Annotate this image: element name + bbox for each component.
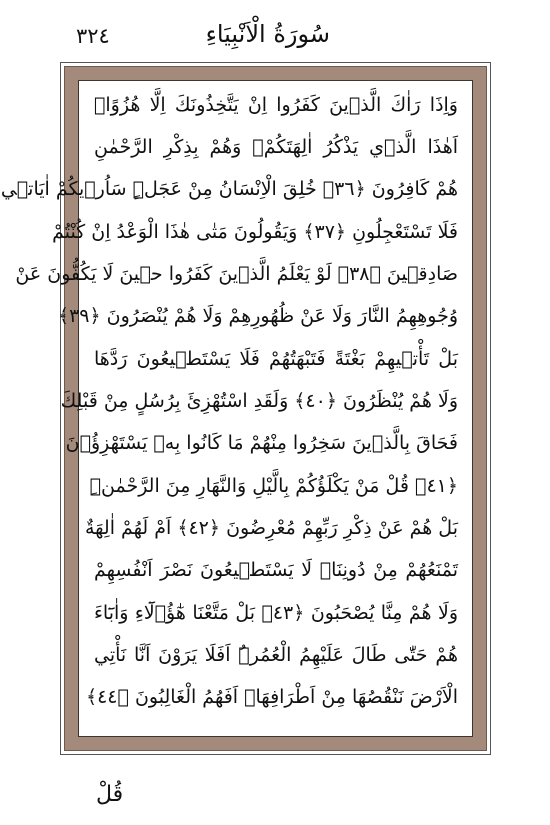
verse-line-8: وَلَا هُمْ يُنْظَرُونَ ﴿٤٠﴾ وَلَقَدِ اسْتُهْزِئَ بِرُسُلٍ مِنْ قَبْلِكَ: [60, 390, 458, 412]
verse-line-5: صَادِق۪ينَ ﴿٣٨﴾ لَوْ يَعْلَمُ الَّذ۪ينَ كَفَرُوا ح۪ينَ لَا يَكُفُّونَ عَنْ: [15, 263, 458, 285]
verse-line-9: فَحَاقَ بِالَّذ۪ينَ سَخِرُوا مِنْهُمْ مَا كَانُوا بِه۪ يَسْتَهْزِؤُ۫نَ: [65, 432, 458, 454]
verse-line-1: وَاِذَا رَاٰكَ الَّذ۪ينَ كَفَرُوا اِنْ يَتَّخِذُونَكَ اِلَّا هُزُوًاۜ: [94, 94, 458, 116]
verse-line-12: تَمْنَعُهُمْ مِنْ دُونِنَاۜ لَا يَسْتَط۪يعُونَ نَصْرَ اَنْفُسِهِمْ: [94, 559, 458, 581]
verse-line-14: هُمْ حَتّٰى طَالَ عَلَيْهِمُ الْعُمُرُۜ اَفَلَا يَرَوْنَ اَنَّا نَأْتِي: [94, 644, 458, 666]
verse-line-11: بَلْ هُمْ عَنْ ذِكْرِ رَبِّهِمْ مُعْرِضُونَ ﴿٤٢﴾ اَمْ لَهُمْ اٰلِهَةٌ: [84, 517, 458, 539]
page-number: ٣٢٤: [76, 24, 110, 48]
verse-line-4: فَلَا تَسْتَعْجِلُونِ ﴿٣٧﴾ وَيَقُولُونَ مَتٰى هٰذَا الْوَعْدُ اِنْ كُنْتُمْ: [52, 221, 458, 243]
catchword: قُلْ: [96, 782, 124, 807]
page-header: [70, 18, 480, 62]
verse-line-10: ﴿٤١﴾ قُلْ مَنْ يَكْلَؤُكُمْ بِالَّيْلِ وَالنَّهَارِ مِنَ الرَّحْمٰنِۜ: [89, 475, 458, 497]
verse-line-6: وُجُوهِهِمُ النَّارَ وَلَا عَنْ ظُهُورِهِمْ وَلَا هُمْ يُنْصَرُونَ ﴿٣٩﴾: [57, 305, 458, 327]
verse-line-7: بَلْ تَأْت۪يهِمْ بَغْتَةً فَتَبْهَتُهُمْ فَلَا يَسْتَط۪يعُونَ رَدَّهَا: [94, 348, 458, 370]
verse-line-15: الْاَرْضَ نَنْقُصُهَا مِنْ اَطْرَافِهَاۜ اَفَهُمُ الْغَالِبُونَ ﴿٤٤﴾: [85, 686, 458, 708]
verse-text-area: [0, 88, 458, 728]
verse-line-13: وَلَا هُمْ مِنَّا يُصْحَبُونَ ﴿٤٣﴾ بَلْ مَتَّعْنَا هٰٓؤُ۬لَٓاءِ وَاٰبَٓاءَ: [94, 602, 458, 624]
verse-line-2: اَهٰذَا الَّذ۪ي يَذْكُرُ اٰلِهَتَكُمْۚ وَهُمْ بِذِكْرِ الرَّحْمٰنِ: [94, 136, 458, 158]
verse-line-3: هُمْ كَافِرُونَ ﴿٣٦﴾ خُلِقَ الْاِنْسَانُ مِنْ عَجَلٍۜ سَاُر۪يكُمْ اٰيَات۪ي: [0, 178, 458, 200]
surah-title: سُورَةُ الْاَنْبِيَاءِ: [205, 20, 330, 48]
